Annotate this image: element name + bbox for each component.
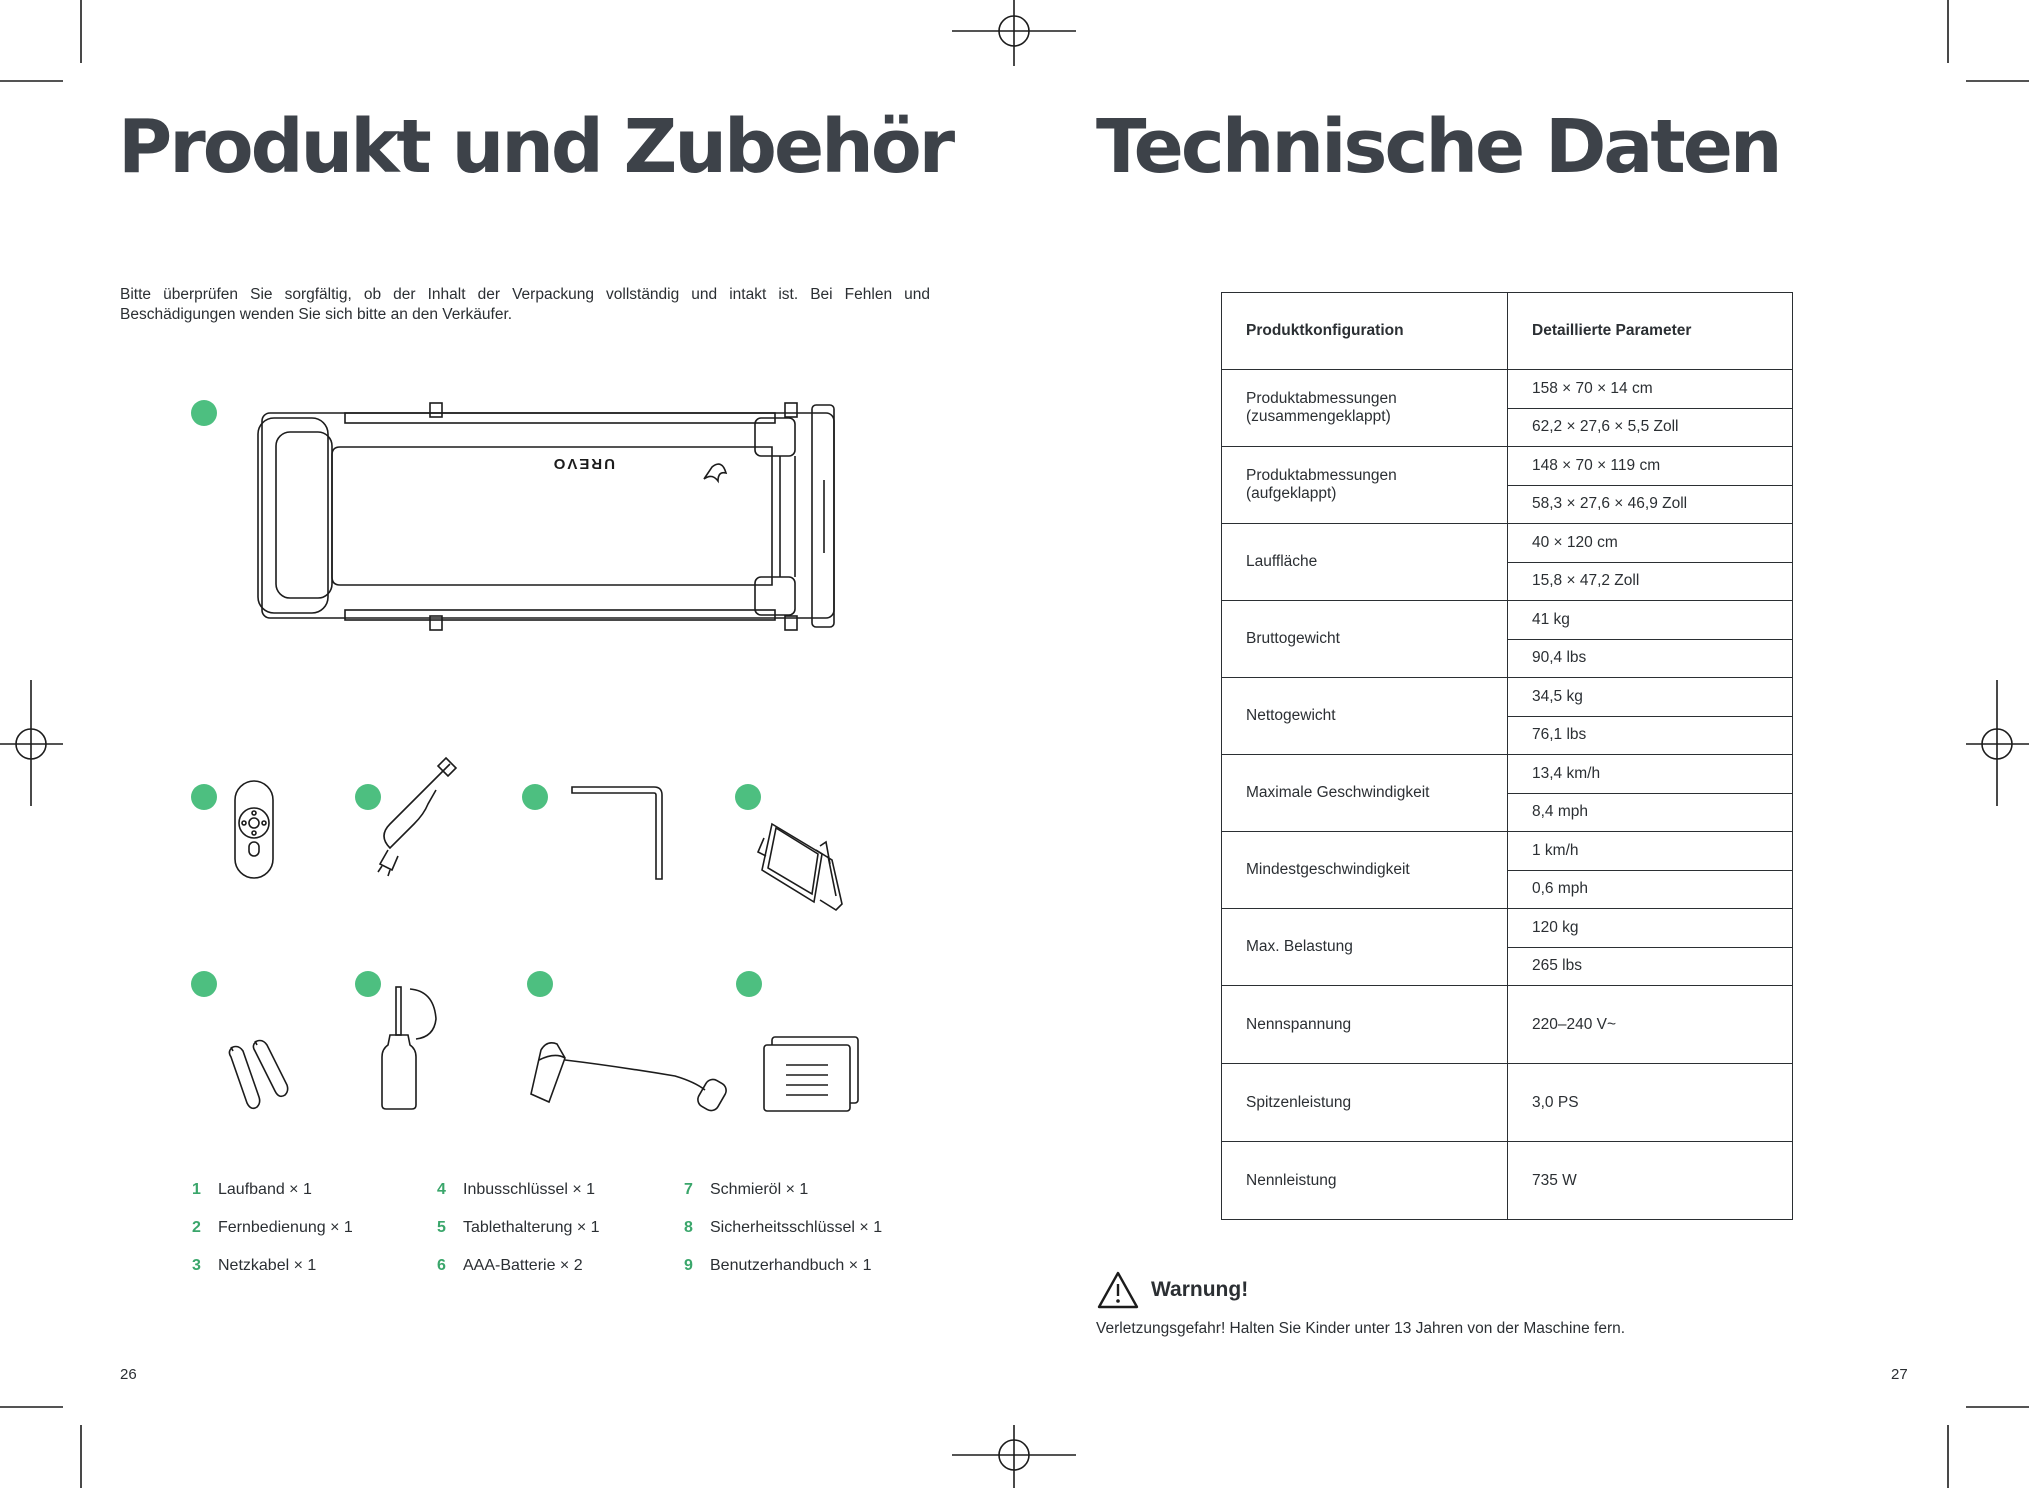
warning-text: Verletzungsgefahr! Halten Sie Kinder unter 13 Jahren von der Maschine fern.: [1096, 1320, 1626, 1337]
spec-label: Produktabmessungen (aufgeklappt): [1222, 447, 1508, 524]
legend-label: Inbusschlüssel × 1: [463, 1181, 596, 1198]
spec-table-header-row: [1222, 293, 1793, 370]
item-marker-6: [191, 971, 217, 997]
spec-label: Mindestgeschwindigkeit: [1222, 832, 1508, 909]
spec-row: [1222, 832, 1793, 871]
warning-triangle-icon: [1096, 1270, 1140, 1310]
legend-item: 9 Benutzerhandbuch × 1: [684, 1256, 882, 1294]
item-marker-8: [527, 971, 553, 997]
spec-label: Bruttogewicht: [1222, 601, 1508, 678]
legend-label: Schmieröl × 1: [710, 1181, 809, 1198]
warning-title: Warnung!: [1151, 1278, 1249, 1301]
legend-label: AAA-Batterie × 2: [463, 1257, 583, 1274]
spec-value: 62,2 × 27,6 × 5,5 Zoll: [1508, 408, 1793, 447]
treadmill-logo: UREVO: [551, 455, 615, 472]
spec-label: Lauffläche: [1222, 524, 1508, 601]
item-marker-9: [736, 971, 762, 997]
tablet-holder-illustration: [758, 790, 853, 920]
legend-label: Netzkabel × 1: [218, 1257, 317, 1274]
legend-label: Tablethalterung × 1: [463, 1219, 600, 1236]
spec-label: Maximale Geschwindigkeit: [1222, 755, 1508, 832]
spec-label: Produktabmessungen (zusammengeklappt): [1222, 370, 1508, 447]
spec-value: 148 × 70 × 119 cm: [1508, 447, 1793, 486]
legend-item: 7 Schmieröl × 1: [684, 1180, 882, 1218]
spec-row: [1222, 755, 1793, 794]
spec-row: [1222, 986, 1793, 1064]
items-legend-col-2: [437, 1180, 600, 1294]
legend-label: Laufband × 1: [218, 1181, 312, 1198]
page-number-right: 27: [1891, 1366, 1908, 1383]
spec-value: 0,6 mph: [1508, 870, 1793, 909]
spec-value: 8,4 mph: [1508, 793, 1793, 832]
spec-label: Max. Belastung: [1222, 909, 1508, 986]
remote-control-illustration: [230, 778, 280, 888]
spec-row: [1222, 1064, 1793, 1142]
spec-value: 40 × 120 cm: [1508, 524, 1793, 563]
right-page-title: Technische Daten: [1096, 104, 1780, 190]
spec-header-params: Detaillierte Parameter: [1508, 293, 1793, 370]
items-legend-col-1: [192, 1180, 353, 1294]
spec-value: 1 km/h: [1508, 832, 1793, 871]
spec-value: 3,0 PS: [1508, 1064, 1793, 1142]
spec-value: 76,1 lbs: [1508, 716, 1793, 755]
spec-value: 120 kg: [1508, 909, 1793, 948]
spec-table: [1221, 292, 1793, 1220]
power-cable-illustration: [370, 752, 465, 882]
treadmill-illustration: [250, 385, 850, 645]
spec-row: [1222, 909, 1793, 948]
spec-value: 58,3 × 27,6 × 46,9 Zoll: [1508, 485, 1793, 524]
user-manual-illustration: [762, 1035, 862, 1115]
item-marker-2: [191, 784, 217, 810]
legend-item: 5 Tablethalterung × 1: [437, 1218, 600, 1256]
batteries-illustration: [225, 1035, 295, 1115]
legend-item: 2 Fernbedienung × 1: [192, 1218, 353, 1256]
spec-value: 265 lbs: [1508, 947, 1793, 986]
lubricant-bottle-illustration: [380, 985, 450, 1115]
items-legend-col-3: [684, 1180, 882, 1294]
legend-item: 1 Laufband × 1: [192, 1180, 353, 1218]
spec-value: 13,4 km/h: [1508, 755, 1793, 794]
spec-row: [1222, 447, 1793, 486]
spec-value: 220–240 V~: [1508, 986, 1793, 1064]
spec-value: 735 W: [1508, 1142, 1793, 1220]
safety-key-illustration: [525, 1030, 735, 1120]
spec-value: 90,4 lbs: [1508, 639, 1793, 678]
spec-value: 34,5 kg: [1508, 678, 1793, 717]
item-marker-4: [522, 784, 548, 810]
legend-label: Fernbedienung × 1: [218, 1219, 353, 1236]
spec-row: [1222, 524, 1793, 563]
intro-text: Bitte überprüfen Sie sorgfältig, ob der Inhalt der Verpackung vollständig und intakt ist. Bei Fehlen und Beschädigungen wenden Sie sich bitte an den Verkäufer.: [120, 286, 930, 323]
legend-item: 4 Inbusschlüssel × 1: [437, 1180, 600, 1218]
page-number-left: 26: [120, 1366, 137, 1383]
legend-item: 8 Sicherheitsschlüssel × 1: [684, 1218, 882, 1256]
legend-label: Benutzerhandbuch × 1: [710, 1257, 872, 1274]
spec-label: Spitzenleistung: [1222, 1064, 1508, 1142]
spec-header-config: Produktkonfiguration: [1222, 293, 1508, 370]
legend-item: 6 AAA-Batterie × 2: [437, 1256, 600, 1294]
spec-value: 15,8 × 47,2 Zoll: [1508, 562, 1793, 601]
spec-row: [1222, 601, 1793, 640]
spec-label: Nennleistung: [1222, 1142, 1508, 1220]
spec-row: [1222, 1142, 1793, 1220]
item-marker-1: [191, 400, 217, 426]
spec-value: 41 kg: [1508, 601, 1793, 640]
spec-value: 158 × 70 × 14 cm: [1508, 370, 1793, 409]
spec-row: [1222, 678, 1793, 717]
spec-label: Nettogewicht: [1222, 678, 1508, 755]
legend-label: Sicherheitsschlüssel × 1: [710, 1219, 883, 1236]
item-marker-7: [355, 971, 381, 997]
allen-key-illustration: [570, 783, 670, 883]
spec-row: [1222, 370, 1793, 409]
legend-item: 3 Netzkabel × 1: [192, 1256, 353, 1294]
left-page-title: Produkt und Zubehör: [118, 104, 953, 190]
spec-label: Nennspannung: [1222, 986, 1508, 1064]
